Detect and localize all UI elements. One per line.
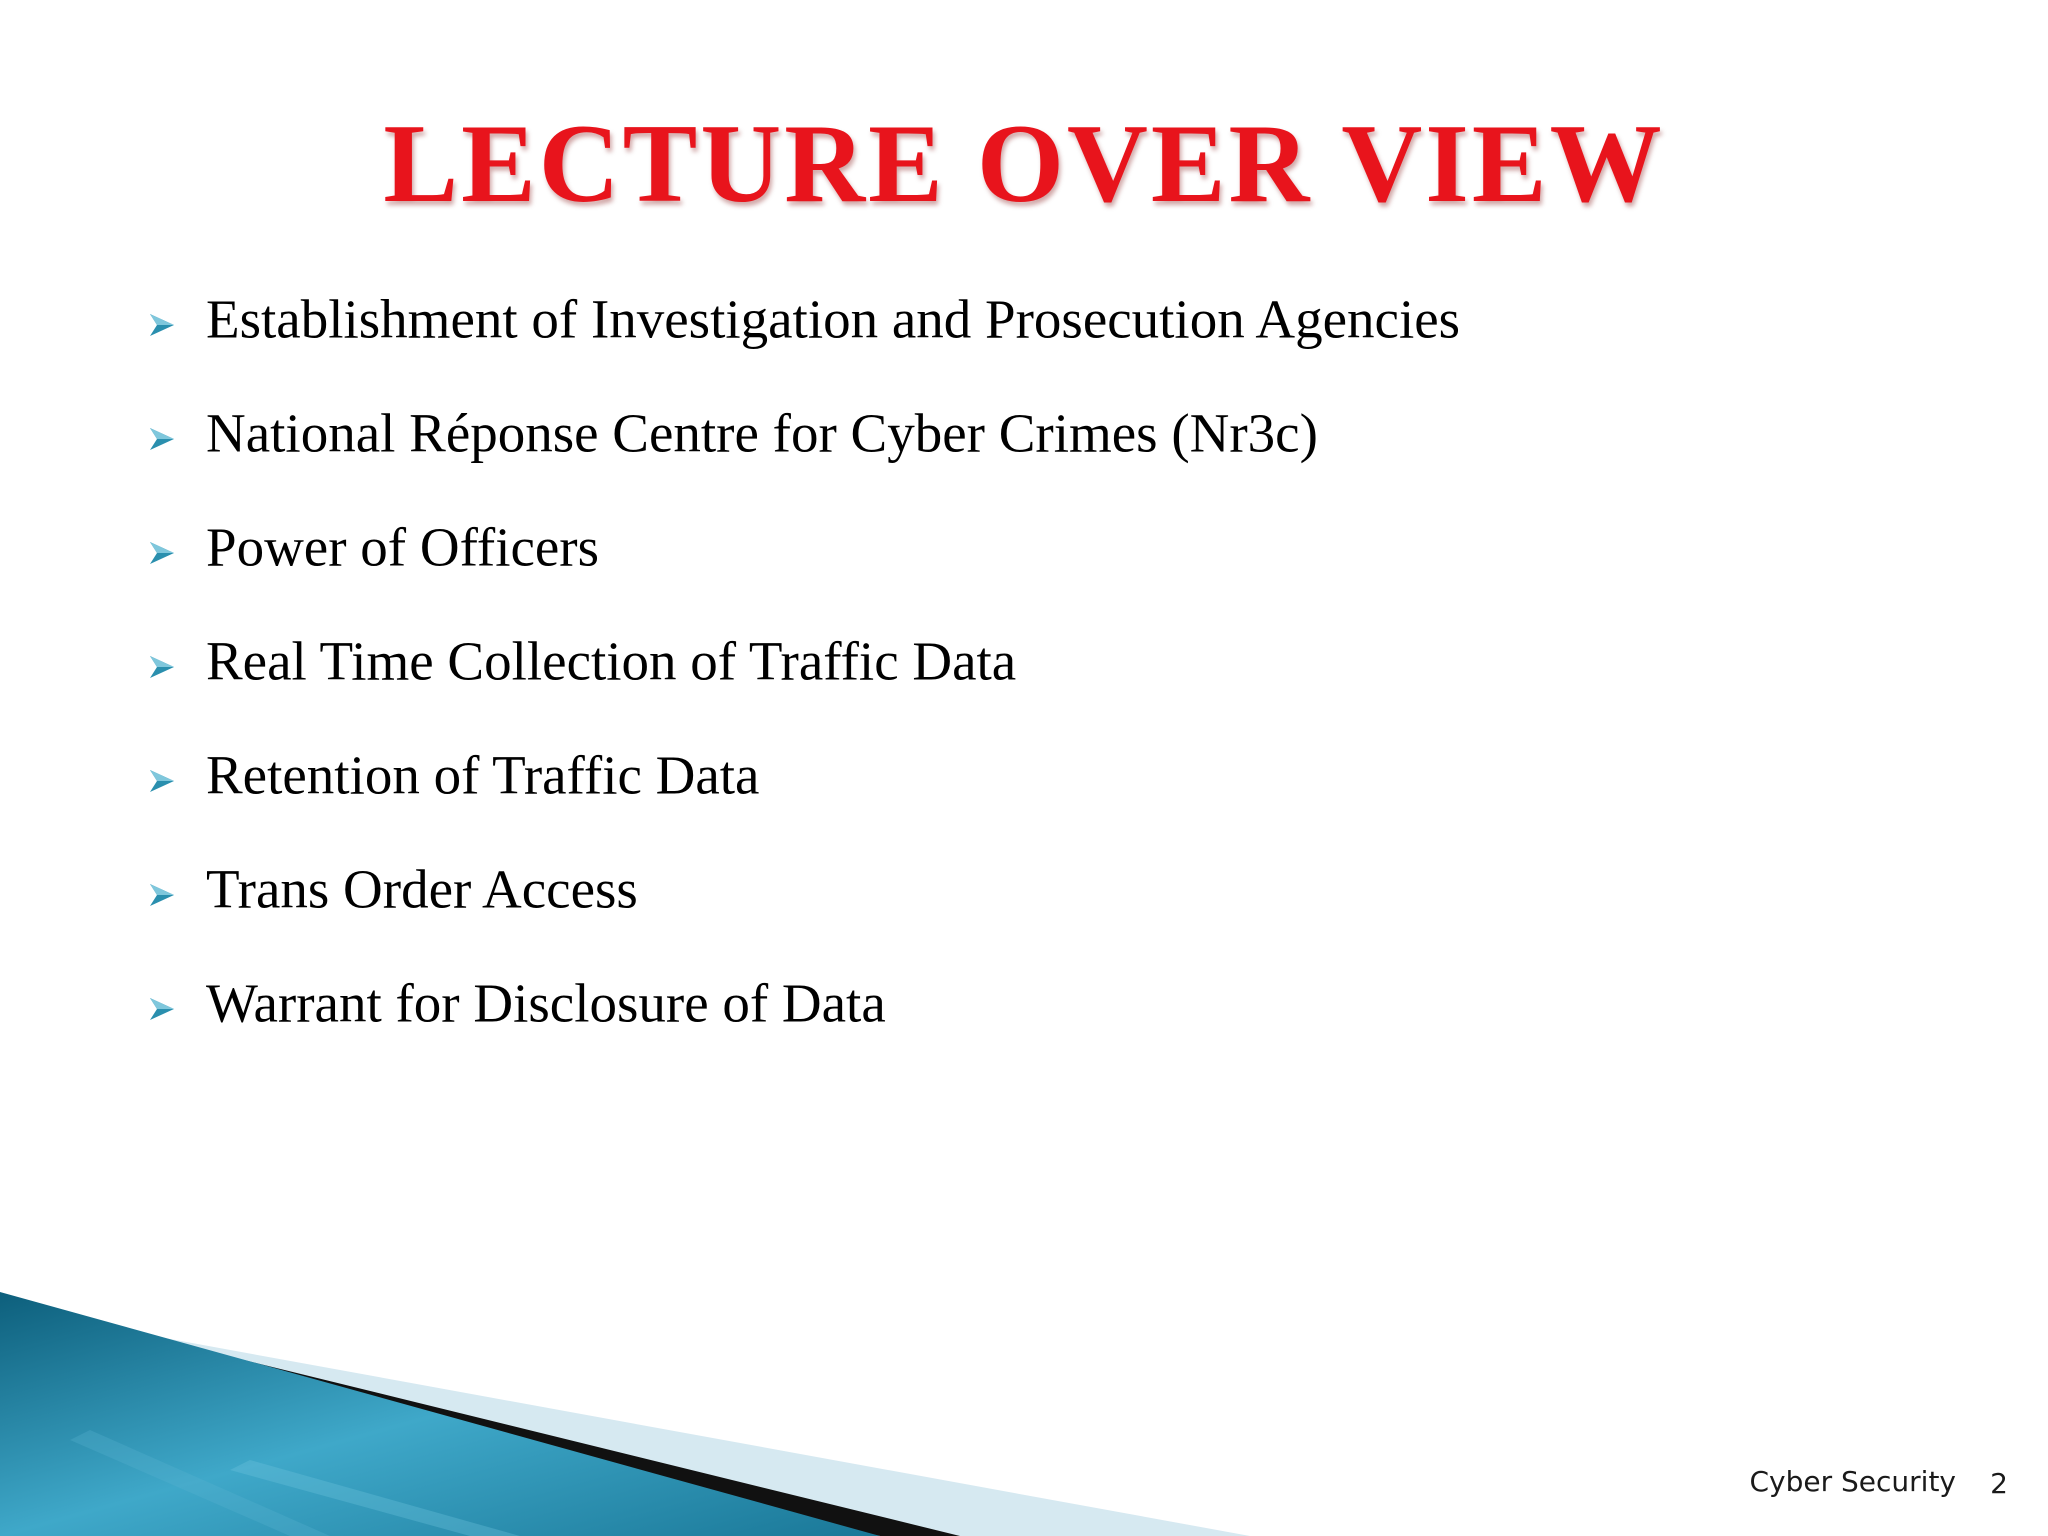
bullet-text: Warrant for Disclosure of Data — [206, 972, 886, 1034]
bullet-text: Retention of Traffic Data — [206, 744, 760, 806]
bullet-text: Trans Order Access — [206, 858, 638, 920]
bullet-text: Establishment of Investigation and Prosecution Agencies — [206, 288, 1461, 350]
decorative-swoosh — [0, 1280, 2048, 1536]
arrowhead-bullet-icon — [148, 653, 176, 681]
footer-text: Cyber Security — [1749, 1465, 1956, 1498]
arrowhead-bullet-icon — [148, 539, 176, 567]
bullet-text: Real Time Collection of Traffic Data — [206, 630, 1017, 692]
arrowhead-bullet-icon — [148, 767, 176, 795]
arrowhead-bullet-icon — [148, 425, 176, 453]
slide-title: LECTURE OVER VIEW — [383, 102, 1665, 226]
arrowhead-bullet-icon — [148, 995, 176, 1023]
bullet-text: Power of Officers — [206, 516, 600, 578]
arrowhead-bullet-icon — [148, 881, 176, 909]
page-number: 2 — [1990, 1467, 2008, 1500]
bullet-text: National Réponse Centre for Cyber Crimes (Nr3c) — [206, 402, 1318, 464]
arrowhead-bullet-icon — [148, 311, 176, 339]
